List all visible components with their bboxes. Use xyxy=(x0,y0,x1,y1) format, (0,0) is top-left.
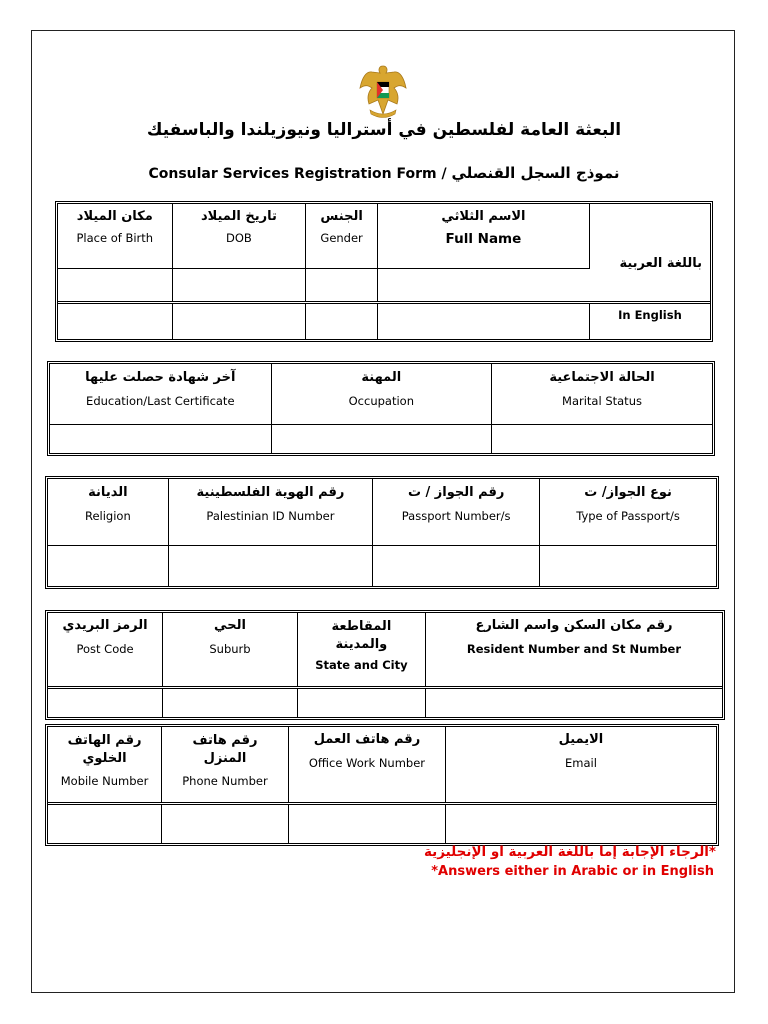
form-title-arabic: نموذج السجل القنصلي xyxy=(451,164,620,182)
email-header: الايميل Email xyxy=(445,727,716,803)
personal-details-table xyxy=(55,201,713,342)
contact-table xyxy=(45,724,719,846)
suburb-field[interactable] xyxy=(163,687,298,717)
in-english-label: In English xyxy=(618,307,682,322)
phone-number-header: رقم هاتف المنزل Phone Number xyxy=(162,727,289,803)
education-occupation-table xyxy=(47,361,715,456)
palestinian-id-header: رقم الهوية الفلسطينية Palestinian ID Number xyxy=(168,479,372,545)
email-field[interactable] xyxy=(445,803,716,843)
post-code-header: الرمز البريدي Post Code xyxy=(48,613,163,687)
passport-number-field[interactable] xyxy=(373,545,540,586)
dob-arabic-field[interactable] xyxy=(172,268,306,302)
dob-english-field[interactable] xyxy=(172,302,306,339)
gender-arabic-field[interactable] xyxy=(306,268,378,302)
marital-status-header: الحالة الاجتماعية Marital Status xyxy=(492,364,712,424)
resident-number-field[interactable] xyxy=(425,687,722,717)
religion-field[interactable] xyxy=(48,545,168,586)
state-city-field[interactable] xyxy=(297,687,425,717)
language-note-english: *Answers either in Arabic or in English xyxy=(431,864,714,879)
suburb-header: الحي Suburb xyxy=(163,613,298,687)
office-number-header: رقم هاتف العمل Office Work Number xyxy=(288,727,445,803)
phone-number-field[interactable] xyxy=(162,803,289,843)
form-title-english: Consular Services Registration Form / xyxy=(148,166,447,182)
full-name-english-field[interactable] xyxy=(377,302,589,339)
dob-header: تاريخ الميلاد DOB xyxy=(172,204,306,268)
office-number-field[interactable] xyxy=(288,803,445,843)
place-of-birth-arabic-field[interactable] xyxy=(58,268,172,302)
resident-number-header: رقم مكان السكن واسم الشارع Resident Number and St Number xyxy=(425,613,722,687)
mission-title-arabic: البعثة العامة لفلسطين في أستراليا ونيوزيلندا والباسفيك xyxy=(146,120,622,140)
full-name-arabic-field[interactable] xyxy=(377,268,589,302)
full-name-header: الاسم الثلاثي Full Name xyxy=(377,204,589,268)
mobile-number-field[interactable] xyxy=(48,803,162,843)
address-table xyxy=(45,610,725,720)
palestinian-id-field[interactable] xyxy=(168,545,372,586)
passport-type-field[interactable] xyxy=(540,545,716,586)
marital-status-field[interactable] xyxy=(492,424,712,453)
place-of-birth-english-field[interactable] xyxy=(58,302,172,339)
in-arabic-label: باللغة العربية xyxy=(589,204,710,302)
occupation-header: المهنة Occupation xyxy=(271,364,491,424)
education-header: آخر شهادة حصلت عليها Education/Last Certificate xyxy=(50,364,271,424)
gender-english-field[interactable] xyxy=(306,302,378,339)
palestine-eagle-emblem-icon xyxy=(358,60,408,122)
passport-number-header: رقم الجواز / ت Passport Number/s xyxy=(373,479,540,545)
language-note-arabic: *الرجاء الإجابة إما باللغة العربية او الإنجليزية xyxy=(423,844,716,860)
passport-type-header: نوع الجواز/ ت Type of Passport/s xyxy=(540,479,716,545)
mobile-number-header: رقم الهاتف الخلوي Mobile Number xyxy=(48,727,162,803)
post-code-field[interactable] xyxy=(48,687,163,717)
education-field[interactable] xyxy=(50,424,271,453)
identity-documents-table xyxy=(45,476,719,589)
state-city-header: المقاطعة والمدينة State and City xyxy=(297,613,425,687)
religion-header: الديانة Religion xyxy=(48,479,168,545)
gender-header: الجنس Gender xyxy=(306,204,378,268)
occupation-field[interactable] xyxy=(271,424,491,453)
form-title xyxy=(0,164,768,182)
place-of-birth-header: مكان الميلاد Place of Birth xyxy=(58,204,172,268)
